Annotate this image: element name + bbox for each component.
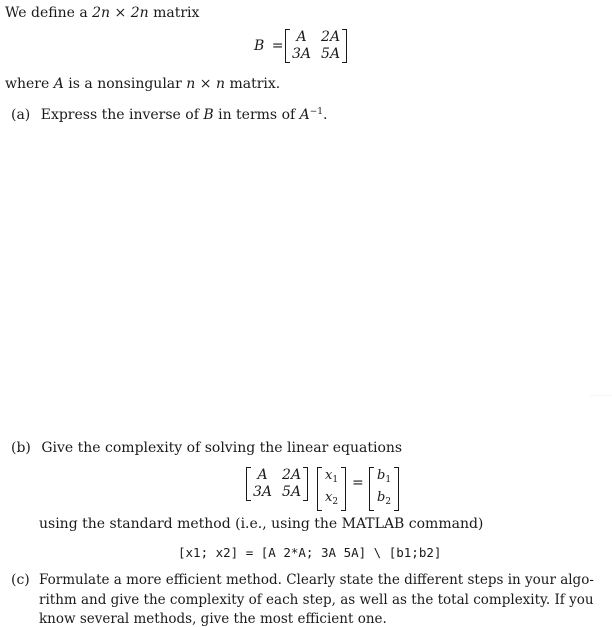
matrix-eq-cell: 3A	[253, 484, 273, 500]
b-vector	[369, 467, 399, 511]
part-b-label: (b)	[11, 440, 31, 456]
b-vector-base: b	[377, 468, 386, 483]
where-n1: n	[186, 76, 196, 92]
intro-dim-b: 2n	[130, 5, 149, 21]
b-vector-base: b	[377, 490, 386, 505]
intro-lead: We define a	[5, 5, 93, 21]
part-b-text: Give the complexity of solving the linear equations	[41, 440, 403, 456]
matrix-b-right-bracket	[342, 29, 347, 63]
b-vector-sub: 1	[385, 475, 392, 485]
matrix-b-cell: 2A	[321, 29, 341, 45]
x-vector-grid	[322, 467, 341, 511]
matrix-eq	[246, 467, 308, 501]
where-var: A	[53, 76, 64, 92]
where-lead: where	[5, 76, 54, 92]
x-vector	[317, 467, 346, 511]
matrix-eq-right-bracket	[303, 467, 308, 501]
where-mid: is a nonsingular	[63, 76, 187, 92]
x-vector-entry	[325, 467, 338, 489]
matrix-b-grid	[290, 29, 342, 63]
def-b-var: B	[254, 38, 265, 54]
part-b	[11, 440, 402, 456]
matrix-b-cell: 3A	[292, 46, 312, 62]
b-vector-entry	[377, 467, 391, 489]
matrix-eq-cell: 5A	[282, 484, 302, 500]
part-a-inv-base: A	[299, 107, 310, 123]
b-vector-right-bracket	[394, 467, 399, 511]
intro-tail: matrix	[148, 5, 200, 21]
matrix-eq-grid	[251, 467, 303, 501]
where-times: ×	[195, 76, 216, 92]
x-vector-base: x	[325, 468, 333, 483]
eq-equals: =	[352, 475, 364, 491]
x-vector-base: x	[325, 490, 333, 505]
intro-times: ×	[110, 5, 131, 21]
matrix-b-cell: A	[296, 29, 307, 45]
b-vector-sub: 2	[385, 497, 392, 507]
x-vector-sub: 2	[332, 497, 339, 507]
matrix-b-cell: 5A	[321, 46, 341, 62]
def-b-equals: =	[271, 38, 284, 54]
part-a-label: (a)	[11, 107, 31, 123]
x-vector-right-bracket	[341, 467, 346, 511]
part-c-label: (c)	[11, 572, 30, 588]
part-a-text-tail: .	[323, 107, 328, 123]
matrix-eq-cell: A	[257, 467, 268, 483]
x-vector-entry	[325, 489, 338, 511]
b-vector-entry	[377, 489, 391, 511]
where-line	[5, 76, 280, 92]
part-c-line-3: know several methods, give the most efficient one.	[39, 611, 387, 627]
def-b-lhs	[254, 38, 283, 54]
part-a-text-lead: Express the inverse of	[40, 107, 204, 123]
where-tail: matrix.	[225, 76, 281, 92]
matrix-eq-cell: 2A	[282, 467, 302, 483]
part-a-inv-exp: −1	[309, 107, 324, 117]
intro-line	[5, 5, 199, 21]
b-vector-grid	[374, 467, 394, 511]
matlab-command: [x1; x2] = [A 2*A; 3A 5A] \ [b1;b2]	[178, 545, 442, 560]
where-n2: n	[215, 76, 225, 92]
intro-dim-a: 2n	[92, 5, 111, 21]
x-vector-sub: 1	[332, 475, 339, 485]
part-a-var: B	[203, 107, 214, 123]
part-c-line-1: Formulate a more efficient method. Clearly state the different steps in your algo-	[39, 572, 594, 588]
part-b-method-text: using the standard method (i.e., using the MATLAB command)	[39, 516, 484, 532]
matrix-b	[285, 29, 347, 63]
faint-divider	[590, 395, 612, 416]
part-a	[11, 107, 327, 123]
part-c-line-2: rithm and give the complexity of each step, as well as the total complexity. If you	[39, 592, 594, 608]
part-a-text-mid: in terms of	[213, 107, 300, 123]
